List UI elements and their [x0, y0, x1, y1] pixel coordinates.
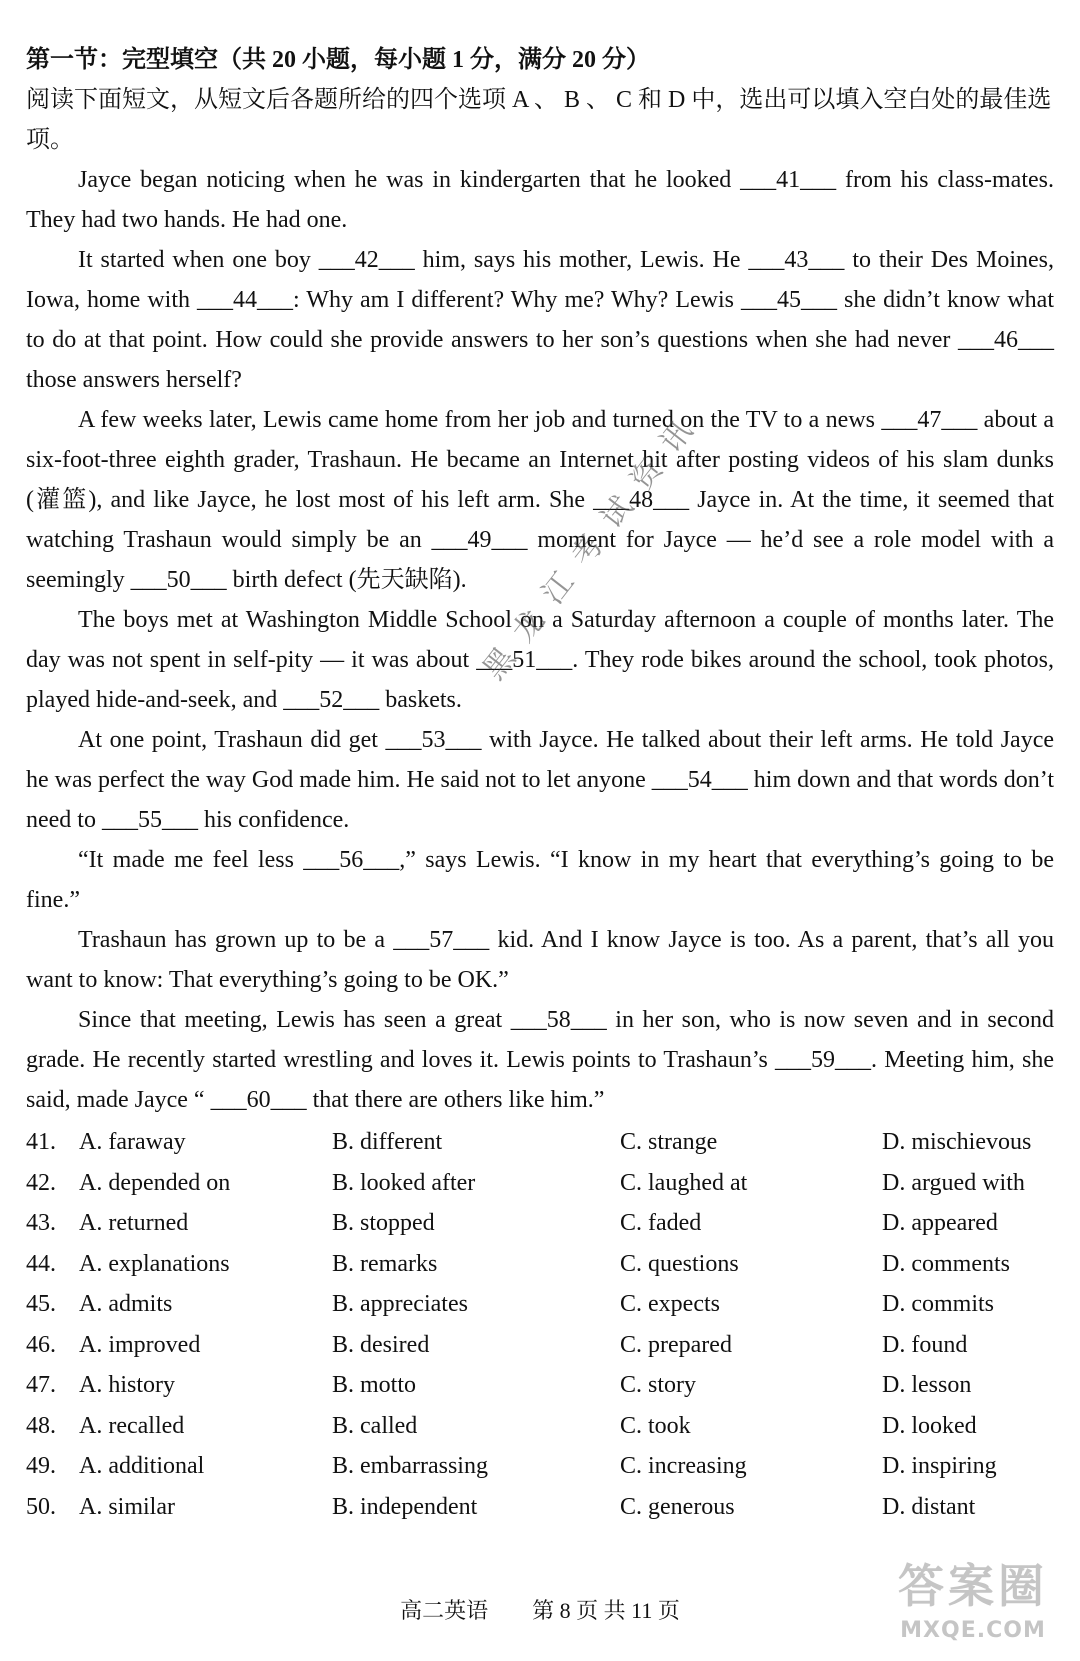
option-b: B. desired	[332, 1331, 430, 1358]
answer-options	[26, 1122, 1054, 1527]
option-b: B. stopped	[332, 1210, 435, 1236]
option-d: D. looked	[882, 1412, 977, 1439]
page-footer: 高二英语 第 8 页 共 11 页	[400, 1598, 680, 1623]
option-a: A. faraway	[79, 1129, 186, 1155]
option-c: C. expects	[620, 1291, 720, 1317]
option-b: B. appreciates	[332, 1291, 468, 1317]
passage-paragraph: It started when one boy ___42___ him, says his mother, Lewis. He ___43___ to their Des Moines, Iowa, home with ___44___: Why am I different? Why me? Why? Lewis ___45___ she didn’t know what to do at that point. How could she provide answers to her son’s questions when she had never ___46___ those answers herself?	[26, 247, 1054, 393]
passage	[26, 160, 1054, 1120]
option-a: A. depended on	[79, 1169, 231, 1196]
option-row	[26, 1487, 1054, 1528]
option-row	[26, 1203, 1054, 1244]
question-number: 41.	[26, 1129, 56, 1155]
option-d: D. lesson	[882, 1372, 972, 1398]
question-number: 45.	[26, 1291, 56, 1317]
passage-paragraph: Jayce began noticing when he was in kindergarten that he looked ___41___ from his class-mates. They had two hands. He had one.	[26, 167, 1054, 233]
option-b: B. looked after	[332, 1169, 476, 1196]
question-number: 50.	[26, 1493, 56, 1520]
option-b: B. different	[332, 1129, 443, 1155]
option-d: D. distant	[882, 1493, 976, 1520]
watermark: 黑龙江考试资讯	[476, 400, 711, 687]
option-b: B. embarrassing	[332, 1453, 488, 1479]
option-row	[26, 1446, 1054, 1487]
option-c: C. prepared	[620, 1331, 732, 1358]
option-d: D. inspiring	[882, 1453, 997, 1479]
question-number: 48.	[26, 1412, 56, 1439]
passage-paragraph: Since that meeting, Lewis has seen a great ___58___ in her son, who is now seven and in second grade. He recently started wrestling and loves it. Lewis points to Trashaun’s ___59___. Meeting him, she said, made Jayce “ ___60___ that there are others like him.”	[26, 1007, 1054, 1113]
question-number: 44.	[26, 1250, 56, 1277]
option-d: D. comments	[882, 1250, 1010, 1277]
option-row	[26, 1325, 1054, 1366]
option-d: D. commits	[882, 1291, 994, 1317]
option-row	[26, 1122, 1054, 1163]
question-number: 46.	[26, 1331, 56, 1358]
instructions: 阅读下面短文，从短文后各题所给的四个选项 A 、 B 、 C 和 D 中，选出可以填入空白处的最佳选项。	[26, 87, 1052, 153]
passage-paragraph: The boys met at Washington Middle School on a Saturday afternoon a couple of months later. The day was not spent in self-pity — it was about ___51___. They rode bikes around the school, took photos, played hide-and-seek, and ___52___ baskets.	[26, 607, 1054, 713]
option-a: A. additional	[79, 1453, 205, 1479]
section-heading: 第一节：完型填空（共 20 小题，每小题 1 分，满分 20 分）	[26, 47, 650, 73]
option-a: A. improved	[79, 1331, 201, 1358]
option-row	[26, 1284, 1054, 1325]
option-c: C. strange	[620, 1129, 718, 1155]
option-b: B. remarks	[332, 1250, 438, 1277]
question-number: 43.	[26, 1210, 56, 1236]
exam-page	[26, 40, 1054, 1527]
option-d: D. appeared	[882, 1210, 998, 1236]
option-c: C. questions	[620, 1250, 739, 1277]
option-d: D. mischievous	[882, 1129, 1032, 1155]
passage-paragraph: “It made me feel less ___56___,” says Lewis. “I know in my heart that everything’s going to be fine.”	[26, 847, 1054, 913]
option-row	[26, 1406, 1054, 1447]
option-c: C. faded	[620, 1210, 702, 1236]
option-row	[26, 1244, 1054, 1285]
site-logo	[868, 1556, 1078, 1656]
option-a: A. explanations	[79, 1250, 230, 1277]
option-c: C. took	[620, 1412, 691, 1439]
question-number: 42.	[26, 1169, 56, 1196]
logo-text: 答案圈	[898, 1559, 1048, 1613]
logo-domain: MXQE.COM	[900, 1618, 1046, 1643]
option-a: A. similar	[79, 1493, 175, 1520]
option-row	[26, 1163, 1054, 1204]
passage-paragraph: At one point, Trashaun did get ___53___ with Jayce. He talked about their left arms. He told Jayce he was perfect the way God made him. He said not to let anyone ___54___ him down and that words don’t need to ___55___ his confidence.	[26, 727, 1055, 833]
option-a: A. returned	[79, 1210, 189, 1236]
option-d: D. found	[882, 1331, 968, 1358]
option-b: B. called	[332, 1412, 418, 1439]
question-number: 47.	[26, 1372, 56, 1398]
option-c: C. story	[620, 1372, 697, 1398]
passage-paragraph: Trashaun has grown up to be a ___57___ kid. And I know Jayce is too. As a parent, that’s all you want to know: That everything’s going to be OK.”	[26, 927, 1054, 993]
option-d: D. argued with	[882, 1169, 1025, 1196]
passage-paragraph: A few weeks later, Lewis came home from her job and turned on the TV to a news ___47___ about a six-foot-three eighth grader, Trashaun. He became an Internet hit after posting videos of his slam dunks (灌篮), and like Jayce, he lost most of his left arm. She ___48___ Jayce in. At the time, it seemed that watching Trashaun would simply be an ___49___ moment for Jayce — he’d see a role model with a seemingly ___50___ birth defect (先天缺陷).	[26, 407, 1054, 593]
option-a: A. admits	[79, 1291, 173, 1317]
option-row	[26, 1365, 1054, 1406]
option-c: C. laughed at	[620, 1169, 748, 1196]
option-c: C. generous	[620, 1493, 735, 1520]
option-b: B. independent	[332, 1493, 478, 1520]
option-a: A. history	[79, 1372, 175, 1398]
option-b: B. motto	[332, 1372, 417, 1398]
option-c: C. increasing	[620, 1453, 747, 1479]
question-number: 49.	[26, 1453, 56, 1479]
option-a: A. recalled	[79, 1412, 185, 1439]
